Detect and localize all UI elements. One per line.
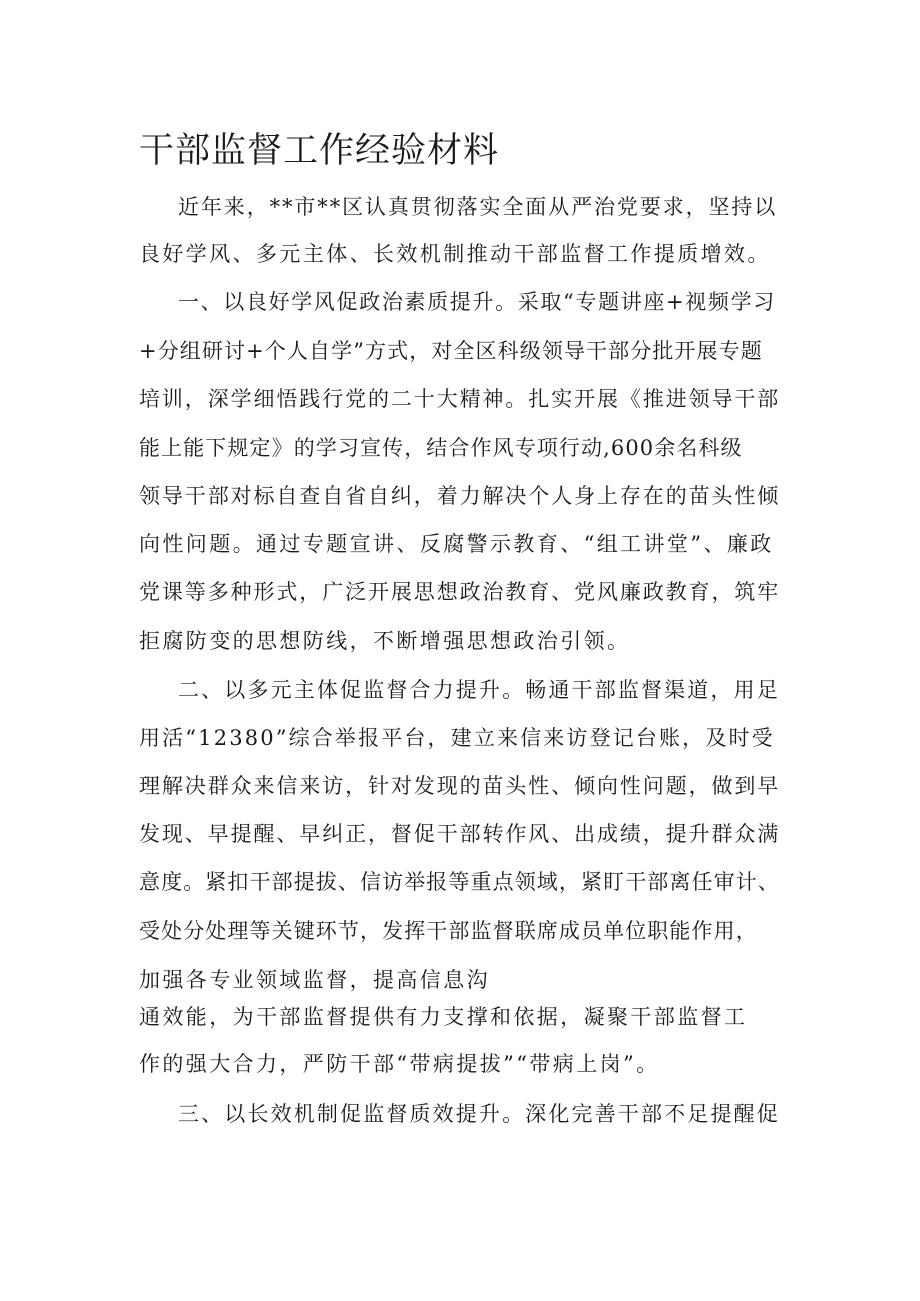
paragraph-1-line-2: 良好学风、多元主体、长效机制推动干部监督工作提质增效。 xyxy=(139,242,771,266)
paragraph-2-line-6: 向性问题。通过专题宣讲、反腐警示教育、“组工讲堂”、廉政 xyxy=(139,532,774,556)
paragraph-2-line-7: 党课等多种形式，广泛开展思想政治教育、党风廉政教育，筑牢 xyxy=(139,580,781,604)
paragraph-2-line-8: 拒腐防变的思想防线，不断增强思想政治引领。 xyxy=(139,629,631,653)
paragraph-3-line-1: 二、以多元主体促监督合力提升。畅通干部监督渠道，用足 xyxy=(178,678,780,702)
paragraph-2-line-4: 能上能下规定》的学习宣传，结合作风专项行动,600余名科级 xyxy=(139,436,743,460)
paragraph-3-line-5: 意度。紧扣干部提拔、信访举报等重点领域，紧盯干部离任审计、 xyxy=(139,870,780,894)
paragraph-2-line-5: 领导干部对标自查自省自纠，着力解决个人身上存在的苗头性倾 xyxy=(139,484,781,508)
paragraph-4-line-1: 三、以长效机制促监督质效提升。深化完善干部不足提醒促 xyxy=(178,1102,780,1126)
paragraph-3-line-9: 作的强大合力，严防干部“带病提拔”“带病上岗”。 xyxy=(139,1052,660,1076)
paragraph-2-line-1: 一、以良好学风促政治素质提升。采取“专题讲座+视频学习 xyxy=(178,290,776,314)
paragraph-3-line-2: 用活“12380”综合举报平台，建立来信来访登记台账，及时受 xyxy=(139,726,775,750)
paragraph-3-line-7: 加强各专业领域监督，提高信息沟 xyxy=(139,968,490,992)
paragraph-3-line-4: 发现、早提醒、早纠正，督促干部转作风、出成绩，提升群众满 xyxy=(139,822,781,846)
paragraph-1-line-1: 近年来，**市**区认真贯彻落实全面从严治党要求，坚持以 xyxy=(178,195,778,219)
paragraph-3-line-6: 受处分处理等关键环节，发挥干部监督联席成员单位职能作用， xyxy=(139,919,758,943)
paragraph-2-line-3: 培训，深学细悟践行党的二十大精神。扎实开展《推进领导干部 xyxy=(139,387,781,411)
document-title: 干部监督工作经验材料 xyxy=(139,131,500,171)
paragraph-2-line-2: +分组研讨+个人自学”方式，对全区科级领导干部分批开展专题 xyxy=(139,339,763,363)
paragraph-3-line-3: 理解决群众来信来访，针对发现的苗头性、倾向性问题，做到早 xyxy=(139,774,781,798)
paragraph-3-line-8: 通效能，为干部监督提供有力支撑和依据，凝聚干部监督工 xyxy=(139,1005,748,1029)
